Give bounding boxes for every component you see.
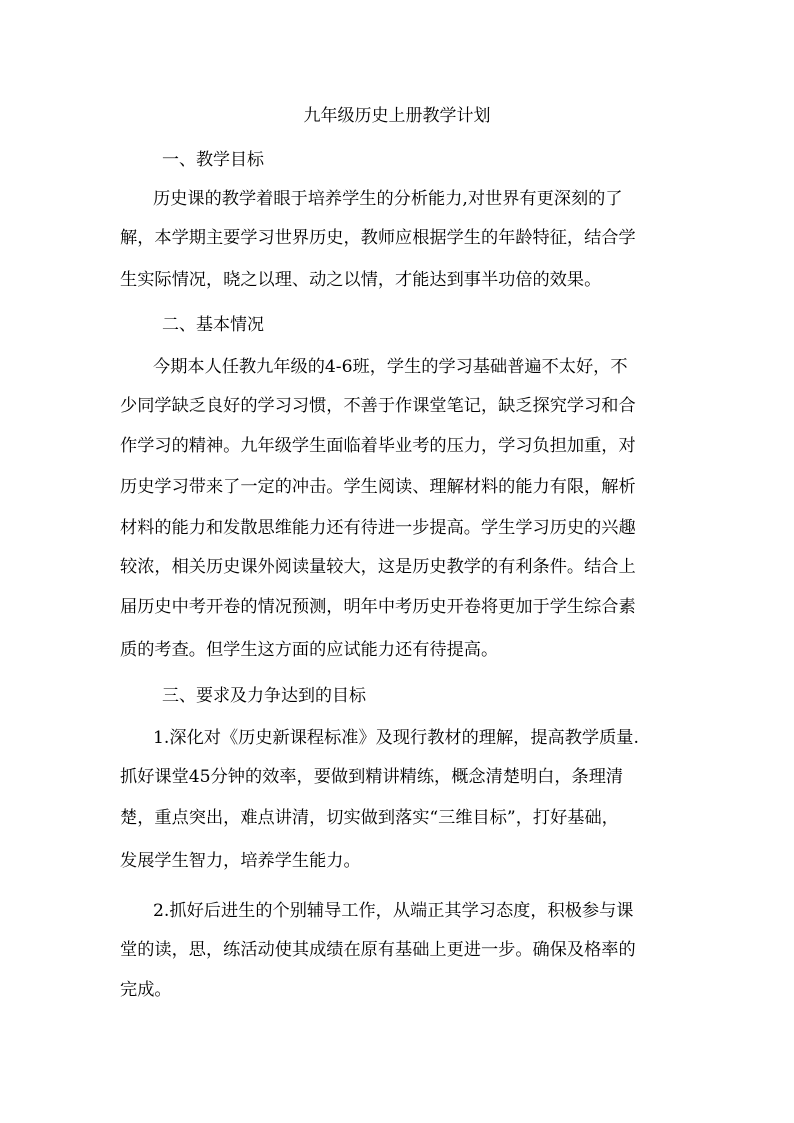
paragraph-line: 少同学缺乏良好的学习习惯，不善于作课堂笔记，缺乏探究学习和合 — [120, 396, 636, 416]
paragraph-line: 材料的能力和发散思维能力还有待进一步提高。学生学习历史的兴趣 — [120, 518, 636, 538]
section-heading-basic-situation: 二、基本情况 — [162, 315, 264, 335]
paragraph-line: 历史课的教学着眼于培养学生的分析能力,对世界有更深刻的了 — [153, 189, 623, 209]
paragraph-line: 今期本人任教九年级的4-6班，学生的学习基础普遍不太好，不 — [153, 357, 628, 377]
paragraph-line: 质的考查。但学生这方面的应试能力还有待提高。 — [120, 640, 499, 660]
paragraph-line: 2.抓好后进生的个别辅导工作，从端正其学习态度，积极参与课 — [153, 901, 634, 921]
paragraph-line: 1.深化对《历史新课程标准》及现行教材的理解，提高教学质量. — [153, 728, 639, 748]
paragraph-line: 作学习的精神。九年级学生面临着毕业考的压力，学习负担加重，对 — [120, 436, 636, 456]
paragraph-line: 堂的读，思，练活动使其成绩在原有基础上更进一步。确保及格率的 — [120, 940, 636, 960]
paragraph-line: 届历史中考开卷的情况预测，明年中考历史开卷将更加于学生综合素 — [120, 597, 636, 617]
section-heading-teaching-goals: 一、教学目标 — [162, 150, 264, 170]
paragraph-line: 历史学习带来了一定的冲击。学生阅读、理解材料的能力有限，解析 — [120, 477, 636, 497]
paragraph-line: 抓好课堂45分钟的效率，要做到精讲精练，概念清楚明白，条理清 — [120, 767, 624, 787]
paragraph-line: 发展学生智力，培养学生能力。 — [120, 851, 361, 871]
paragraph-line: 较浓，相关历史课外阅读量较大，这是历史教学的有利条件。结合上 — [120, 557, 636, 577]
paragraph-line: 生实际情况，晓之以理、动之以情，才能达到事半功倍的效果。 — [120, 270, 602, 290]
paragraph-line: 楚，重点突出，难点讲清，切实做到落实“三维目标”，打好基础， — [120, 808, 619, 828]
document-title: 九年级历史上册教学计划 — [303, 106, 491, 126]
section-heading-goals-and-requirements: 三、要求及力争达到的目标 — [162, 686, 366, 706]
paragraph-line: 完成。 — [120, 980, 172, 1000]
paragraph-line: 解，本学期主要学习世界历史，教师应根据学生的年龄特征，结合学 — [120, 228, 636, 248]
